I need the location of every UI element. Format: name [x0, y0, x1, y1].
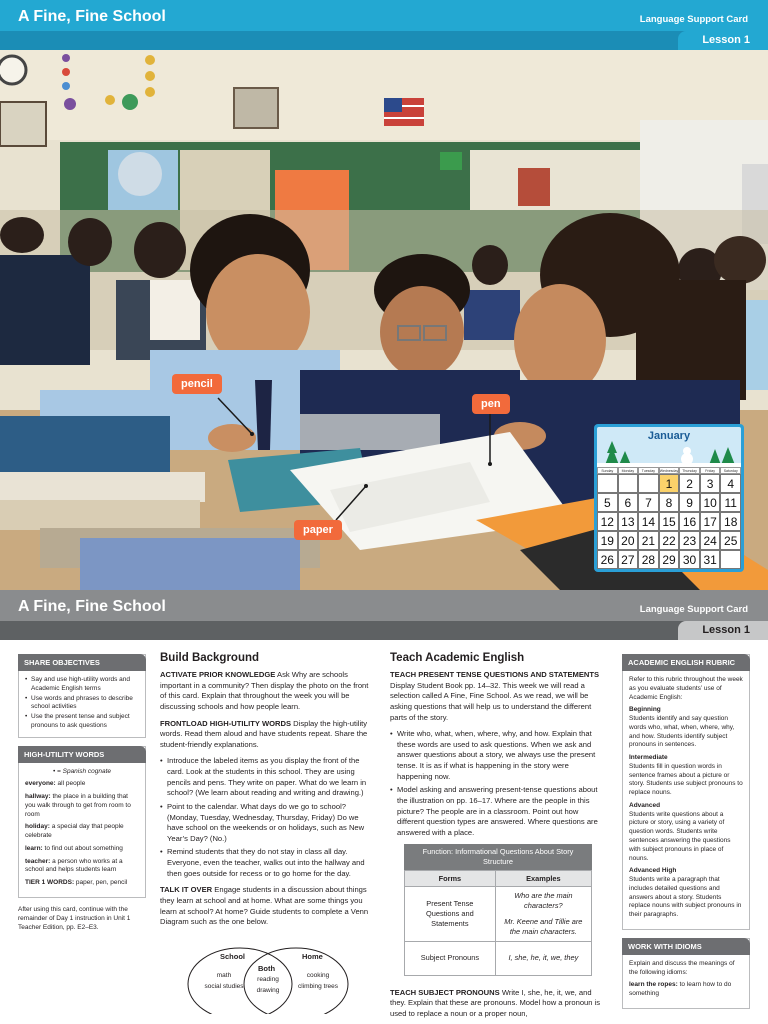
- label-pen: pen: [472, 394, 510, 414]
- calendar-date: 7: [638, 493, 659, 512]
- build-background-bullet: • Remind students that they do not stay in class all day. Everyone, even the teacher, walks out into the hallway and then goes outside for recess or to go home for the day.: [160, 847, 376, 879]
- venn-diagram: [178, 934, 358, 1014]
- rubric-level-text: Students write a paragraph that includes detailed questions and answers about a story. Students replace nouns with subject pronouns in their paragraphs.: [629, 876, 742, 919]
- rubric-level-name: Intermediate: [629, 754, 668, 762]
- label-paper: paper: [294, 520, 342, 540]
- word-definition: a person who works at a school and helps students learn: [25, 857, 123, 874]
- high-utility-word: [25, 793, 139, 819]
- cognate-note: • = Spanish cognate: [52, 767, 112, 775]
- calendar-grid: [597, 467, 741, 569]
- word-definition: a special day that people celebrate: [25, 823, 124, 840]
- share-objectives-box: [18, 654, 146, 738]
- calendar-date: 18: [720, 512, 741, 531]
- calendar-date: 31: [700, 550, 721, 569]
- word-definition: to find out about something: [42, 844, 123, 852]
- calendar-date: 14: [638, 512, 659, 531]
- rubric-intro: Refer to this rubric throughout the week as you evaluate students’ use of Academic English:: [629, 676, 743, 701]
- row1-form: Present Tense Questions and Statements: [405, 886, 496, 941]
- venn-school-items: math social studies: [204, 971, 244, 990]
- high-utility-word: [25, 823, 139, 841]
- rubric-heading: ACADEMIC ENGLISH RUBRIC: [622, 654, 750, 671]
- teach-academic-column: [390, 652, 606, 1024]
- front-header-strip: [0, 31, 768, 50]
- rubric-box: [622, 654, 750, 930]
- calendar-date: [638, 474, 659, 493]
- calendar-weekday: Thursday: [679, 467, 700, 474]
- row1-examples: Who are the main characters? Mr. Keene and Tillie are the main characters.: [495, 886, 591, 941]
- calendar-weekday: Friday: [700, 467, 721, 474]
- calendar-date: 24: [700, 531, 721, 550]
- back-header-strip: [0, 621, 768, 640]
- build-background-bullets: [160, 756, 376, 879]
- venn-school-label: School: [220, 951, 246, 961]
- back-header: [0, 590, 768, 640]
- high-utility-word: [25, 858, 139, 876]
- after-card-note: After using this card, continue with the remainder of Day 1 instruction in Unit 1 Teacher Edition, pp. E2–E3.: [18, 906, 131, 931]
- calendar-date: 8: [659, 493, 680, 512]
- word-definition: all people: [55, 780, 86, 788]
- right-sidebar: [622, 654, 750, 1017]
- function-table: [404, 844, 592, 975]
- teach-academic-heading: Teach Academic English: [390, 652, 525, 664]
- card-back-content: [0, 640, 768, 1024]
- rubric-level-name: Beginning: [629, 706, 661, 714]
- word-term: learn:: [25, 844, 43, 852]
- build-background-heading: Build Background: [160, 652, 260, 664]
- high-utility-word: [25, 780, 139, 789]
- calendar-weekday: Tuesday: [638, 467, 659, 474]
- calendar-date: 12: [597, 512, 618, 531]
- objective-item: • Use the present tense and subject pronouns to ask questions: [25, 713, 139, 731]
- row2-examples: I, she, he, it, we, they: [495, 941, 591, 975]
- calendar-date: 19: [597, 531, 618, 550]
- calendar-date: 10: [700, 493, 721, 512]
- calendar-date: 17: [700, 512, 721, 531]
- rubric-level-text: Students identify and say question words who, what, when, where, why, and how. Students identify subject pronouns in sentences.: [629, 715, 735, 749]
- calendar-date: 26: [597, 550, 618, 569]
- front-header: [0, 0, 768, 50]
- rubric-level-name: Advanced High: [629, 867, 677, 875]
- calendar-date: [597, 474, 618, 493]
- calendar-date: 2: [679, 474, 700, 493]
- calendar-date: 22: [659, 531, 680, 550]
- function-table-caption: Function: Informational Questions About Story Structure: [404, 844, 592, 869]
- calendar-date: 13: [618, 512, 639, 531]
- calendar-date: 25: [720, 531, 741, 550]
- rubric-level-text: Students write questions about a picture or story, using a variety of question words. Students write sentences answering the questions with subject pronouns in place of nouns.: [629, 810, 731, 862]
- front-lesson-tab: Lesson 1: [678, 31, 768, 50]
- calendar-date: 23: [679, 531, 700, 550]
- calendar-weekday: Saturday: [720, 467, 741, 474]
- subject-pronouns-section: TEACH SUBJECT PRONOUNS Write I, she, he, it, we, and they. Explain that these are pronouns. Model how a pronoun is used to replace a noun or a proper noun,: [390, 987, 601, 1018]
- high-utility-word: [25, 845, 139, 854]
- build-background-bullet: • Point to the calendar. What days do we go to school? (Monday, Tuesday, Wednesday, Thursday, Friday) Do we have school on the weekends or on holidays, such as New Year’s Day? (No.): [160, 802, 376, 845]
- col-examples: Examples: [495, 870, 591, 886]
- objectives-list: [25, 676, 139, 731]
- idioms-intro: Explain and discuss the meanings of the following idioms:: [629, 959, 735, 976]
- calendar-date: [720, 550, 741, 569]
- left-sidebar: [18, 654, 146, 932]
- col-forms: Forms: [405, 870, 496, 886]
- calendar-date: 3: [700, 474, 721, 493]
- activate-prior-knowledge: ACTIVATE PRIOR KNOWLEDGE Ask Why are schools important in a community? Then display the photo on the front of this card. Explain that throughout the week you will be discussing schools and how people learn.: [160, 670, 369, 711]
- venn-home-label: Home: [302, 951, 323, 961]
- january-calendar: [594, 424, 744, 572]
- tier1-words: paper, pen, pencil: [74, 879, 128, 887]
- teach-academic-bullets: [390, 729, 606, 838]
- word-term: holiday:: [25, 823, 50, 831]
- frontload-words: FRONTLOAD HIGH-UTILITY WORDS Display the high-utility words. Read them aloud and have students repeat. Share the student-friendly explanations.: [160, 718, 368, 749]
- idiom-item: learn the ropes: to learn how to do something: [629, 981, 732, 998]
- calendar-date: 1: [659, 474, 680, 493]
- calendar-date: 6: [618, 493, 639, 512]
- venn-both-items: reading drawing: [256, 975, 280, 994]
- calendar-date: 16: [679, 512, 700, 531]
- rubric-level-text: Students fill in question words in sentence frames about a picture or story. Students use subject pronouns to replace nouns.: [629, 762, 743, 797]
- calendar-weekday: Wednesday: [659, 469, 679, 473]
- high-utility-heading: HIGH-UTILITY WORDS: [18, 746, 146, 763]
- rubric-levels: [629, 706, 743, 920]
- calendar-date: 27: [618, 550, 639, 569]
- calendar-date: 29: [659, 550, 680, 569]
- calendar-date: 28: [638, 550, 659, 569]
- venn-home-items: cooking climbing trees: [297, 971, 339, 990]
- word-definition: the place in a building that you walk through to get from room to room: [25, 793, 131, 818]
- calendar-date: 4: [720, 474, 741, 493]
- talk-it-over: TALK IT OVER Engage students in a discussion about things they learn at school and at home. What are some things you learn at school? At home? Guide students to complete a Venn Diagram such as the one below.: [160, 885, 369, 927]
- calendar-date: 30: [679, 550, 700, 569]
- build-background-column: [160, 652, 376, 1014]
- calendar-date: [618, 474, 639, 493]
- calendar-date: 15: [659, 512, 680, 531]
- word-term: hallway:: [25, 793, 51, 801]
- share-objectives-heading: SHARE OBJECTIVES: [18, 654, 146, 671]
- teach-academic-bullet: • Model asking and answering present-tense questions about the illustration on pp. 16–17. Where are the people in this picture? The people are in a classroom. Point out how different question types are answered. Where questions are answered with a place.: [390, 785, 606, 838]
- teach-academic-bullet: • Write who, what, when, where, why, and how. Explain that these words are used to ask questions. When we ask and answer questions about a story, we always use the present tense. It is as if what is happening in the story were happening now.: [390, 729, 606, 782]
- venn-both-label: Both: [258, 963, 276, 973]
- back-card-type: Language Support Card: [639, 604, 748, 615]
- calendar-date: 20: [618, 531, 639, 550]
- rubric-level-name: Advanced: [629, 801, 661, 809]
- row2-form: Subject Pronouns: [405, 941, 496, 975]
- present-tense-section: TEACH PRESENT TENSE QUESTIONS AND STATEMENTS Display Student Book pp. 14–32. This week we will read a selection called A Fine, Fine School. As we read, we will be asking questions that will help us to understand the different parts of the story.: [390, 670, 600, 722]
- calendar-date: 21: [638, 531, 659, 550]
- calendar-date: 9: [679, 493, 700, 512]
- back-lesson-tab: Lesson 1: [678, 621, 768, 640]
- word-term: teacher:: [25, 857, 51, 865]
- calendar-date: 11: [720, 493, 741, 512]
- idioms-heading: WORK WITH IDIOMS: [622, 938, 750, 955]
- objective-item: • Say and use high-utility words and Academic English terms: [25, 676, 139, 694]
- idioms-box: [622, 938, 750, 1009]
- calendar-weekday: Monday: [618, 467, 639, 474]
- calendar-weekday: Sunday: [597, 467, 618, 474]
- high-utility-box: [18, 746, 146, 898]
- objective-item: • Use words and phrases to describe school activities: [25, 695, 139, 713]
- build-background-bullet: • Introduce the labeled items as you display the front of the card. Look at the students in this school. They are using pencils and pens. They write on paper. What do we learn in school? (We learn about reading and writing and drawing.): [160, 756, 376, 799]
- word-term: everyone:: [25, 780, 56, 788]
- label-pencil: pencil: [172, 374, 222, 394]
- calendar-month: January: [647, 430, 691, 442]
- tier1-label: TIER 1 WORDS:: [25, 879, 75, 887]
- back-title: A Fine, Fine School: [18, 598, 166, 615]
- calendar-date: 5: [597, 493, 618, 512]
- front-title: A Fine, Fine School: [18, 8, 166, 25]
- front-card-type: Language Support Card: [639, 14, 748, 25]
- high-utility-word-list: [25, 780, 139, 875]
- calendar-header: [597, 427, 741, 467]
